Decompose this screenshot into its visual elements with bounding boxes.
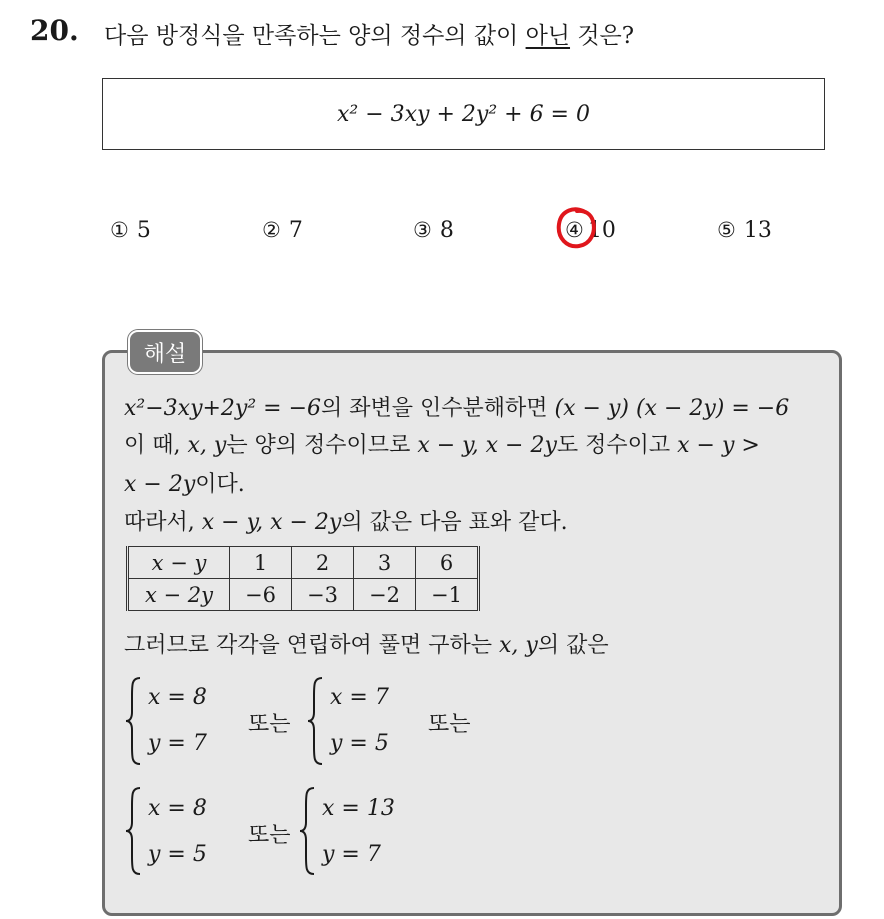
solution-line-2 <box>124 428 760 459</box>
table-cell: 3 <box>354 547 416 579</box>
solution-line-4-p1: 따라서, <box>124 510 202 535</box>
or-text-1: 또는 <box>248 712 291 737</box>
solution-line-1 <box>124 391 789 422</box>
choice-4-marker: ④ <box>565 218 584 242</box>
solution-line-5-p1: 그러므로 각각을 연립하여 풀면 구하는 <box>124 633 499 658</box>
solution-line-2-vars: x, y <box>187 433 227 458</box>
system-2-x: x = 7 <box>330 685 389 710</box>
selection-circle-mark <box>555 206 597 250</box>
value-table <box>126 546 480 611</box>
brace-icon <box>124 676 144 766</box>
table-cell: −6 <box>230 579 292 611</box>
solution-tag: 해설 <box>128 330 202 374</box>
table-cell: −1 <box>416 579 479 611</box>
solution-line-3-p: 이다. <box>195 472 245 497</box>
question-text-before: 다음 방정식을 만족하는 양의 정수의 값이 <box>104 23 526 49</box>
solution-line-3-e: x − 2y <box>124 472 196 497</box>
choice-2[interactable] <box>262 218 303 243</box>
table-cell: 2 <box>292 547 354 579</box>
table-row <box>128 579 479 611</box>
choice-1-marker: ① <box>110 218 129 242</box>
or-text-3: 또는 <box>248 823 291 848</box>
brace-icon <box>298 786 318 876</box>
solution-line-1-eq: x²−3xy+2y² = −6 <box>124 396 322 421</box>
choice-5-value: 13 <box>743 218 772 243</box>
equation: x² − 3xy + 2y² + 6 = 0 <box>337 101 590 127</box>
system-3-x: x = 8 <box>148 796 207 821</box>
question-number: 20. <box>30 14 79 47</box>
solution-line-5 <box>124 628 609 659</box>
system-1-y: y = 7 <box>148 731 207 756</box>
solution-line-2-e2: x − y > <box>677 433 760 458</box>
table-cell: 6 <box>416 547 479 579</box>
solution-line-3 <box>124 467 245 498</box>
solution-line-1-factored: (x − y) (x − 2y) = −6 <box>554 396 790 421</box>
choice-3-value: 8 <box>439 218 454 243</box>
question-text-underlined: 아닌 <box>525 23 571 49</box>
table-row <box>128 547 479 579</box>
system-3-y: y = 5 <box>148 842 207 867</box>
solution-line-2-e1: x − y, x − 2y <box>417 433 557 458</box>
solution-line-4-e: x − y, x − 2y <box>201 510 342 535</box>
choice-2-marker: ② <box>262 218 281 242</box>
system-4-x: x = 13 <box>322 796 395 821</box>
solution-line-4 <box>124 505 568 536</box>
choice-3[interactable] <box>413 218 454 243</box>
brace-icon <box>306 676 326 766</box>
solution-line-5-p2: 의 값은 <box>537 633 609 658</box>
choice-2-value: 7 <box>288 218 303 243</box>
choice-1-value: 5 <box>136 218 151 243</box>
choice-4-value: 10 <box>587 218 616 243</box>
table-row-label: x − 2y <box>128 579 230 611</box>
system-4-y: y = 7 <box>322 842 381 867</box>
solution-line-2-p3: 도 정수이고 <box>556 433 678 458</box>
solution-line-2-p2: 는 양의 정수이므로 <box>226 433 418 458</box>
solution-line-4-p2: 의 값은 다음 표와 같다. <box>341 510 568 535</box>
table-row-label: x − y <box>128 547 230 579</box>
equation-box <box>102 78 825 150</box>
choice-3-marker: ③ <box>413 218 432 242</box>
question-text-after: 것은? <box>570 23 635 49</box>
solution-line-5-e: x, y <box>499 633 538 658</box>
choice-5-marker: ⑤ <box>717 218 736 242</box>
system-1-x: x = 8 <box>148 685 207 710</box>
solution-line-1-text: 의 좌변을 인수분해하면 <box>321 396 548 421</box>
solution-line-2-p1: 이 때, <box>124 433 188 458</box>
choice-5[interactable] <box>717 218 772 243</box>
brace-icon <box>124 786 144 876</box>
table-cell: −3 <box>292 579 354 611</box>
or-text-2: 또는 <box>428 712 471 737</box>
table-cell: 1 <box>230 547 292 579</box>
choice-1[interactable] <box>110 218 151 243</box>
system-2-y: y = 5 <box>330 731 389 756</box>
question-text <box>104 17 634 50</box>
table-cell: −2 <box>354 579 416 611</box>
